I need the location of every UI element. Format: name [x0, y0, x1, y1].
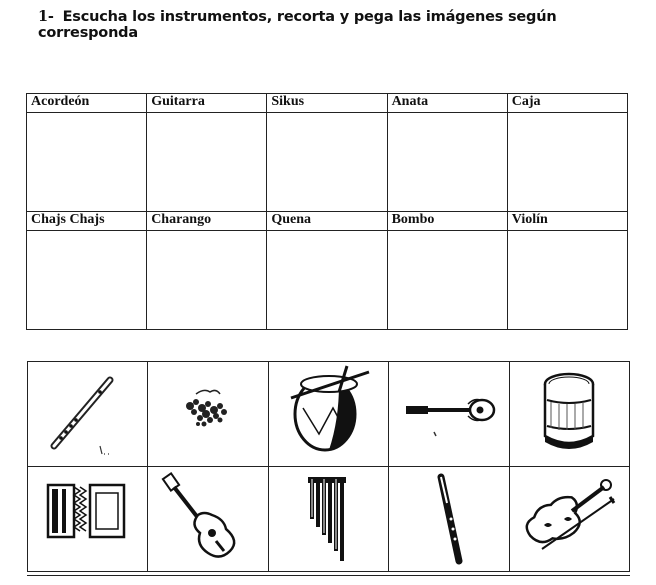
- label-anata: Anata: [387, 94, 507, 113]
- label-sikus: Sikus: [267, 94, 387, 113]
- paste-box-guitarra[interactable]: [147, 113, 267, 212]
- picture-cell[interactable]: [148, 467, 268, 572]
- paste-box-quena[interactable]: [267, 231, 387, 330]
- caja-picture-icon: [519, 364, 619, 464]
- picture-cell[interactable]: [389, 467, 509, 572]
- anata-picture-icon: [399, 469, 499, 569]
- label-bombo: Bombo: [387, 212, 507, 231]
- bottom-border: [27, 575, 630, 576]
- label-charango: Charango: [147, 212, 267, 231]
- paste-box-anata[interactable]: [387, 113, 507, 212]
- sikus-picture-icon: [278, 469, 378, 569]
- picture-cell[interactable]: [28, 467, 148, 572]
- exercise-number: 1-: [38, 8, 54, 25]
- picture-cell[interactable]: [148, 362, 268, 467]
- guitarra-picture-icon: [158, 469, 258, 569]
- picture-cell[interactable]: [268, 467, 388, 572]
- violin-picture-icon: [514, 469, 624, 569]
- picture-cell[interactable]: [28, 362, 148, 467]
- label-guitarra: Guitarra: [147, 94, 267, 113]
- exercise-instructions: Escucha los instrumentos, recorta y pega las imágenes según corresponda: [38, 9, 557, 41]
- paste-box-caja[interactable]: [507, 113, 627, 212]
- picture-cell[interactable]: [268, 362, 388, 467]
- paste-box-acordeon[interactable]: [27, 113, 147, 212]
- chajs-chajs-picture-icon: [158, 366, 258, 462]
- acordeon-picture-icon: [38, 471, 138, 567]
- paste-box-sikus[interactable]: [267, 113, 387, 212]
- picture-cell[interactable]: [509, 467, 629, 572]
- paste-box-violin[interactable]: [507, 231, 627, 330]
- exercise-title: [38, 8, 656, 41]
- label-chajs-chajs: Chajs Chajs: [27, 212, 147, 231]
- picture-cell[interactable]: [509, 362, 629, 467]
- label-acordeon: Acordeón: [27, 94, 147, 113]
- instrument-pictures-table: [27, 361, 630, 572]
- quena-picture-icon: [38, 366, 138, 462]
- charango-picture-icon: [394, 366, 504, 462]
- bombo-picture-icon: [273, 364, 383, 464]
- label-quena: Quena: [267, 212, 387, 231]
- label-violin: Violín: [507, 212, 627, 231]
- picture-cell[interactable]: [389, 362, 509, 467]
- paste-box-chajs-chajs[interactable]: [27, 231, 147, 330]
- instrument-names-table: [26, 93, 628, 330]
- paste-box-bombo[interactable]: [387, 231, 507, 330]
- paste-box-charango[interactable]: [147, 231, 267, 330]
- label-caja: Caja: [507, 94, 627, 113]
